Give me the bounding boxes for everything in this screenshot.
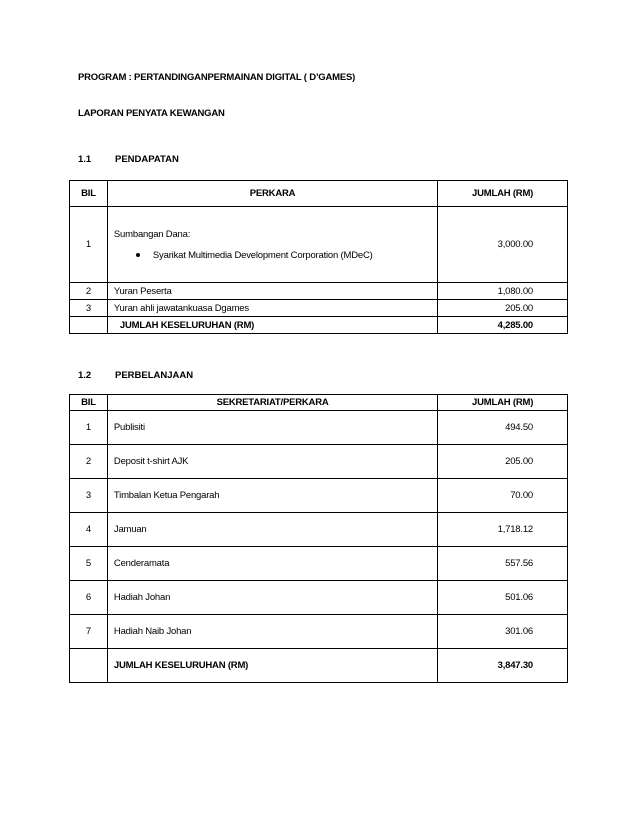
income-section-title: PENDAPATAN (115, 154, 179, 165)
row-bil: 7 (70, 615, 108, 649)
row-item: Timbalan Ketua Pengarah (107, 479, 437, 513)
bullet-icon (136, 253, 140, 257)
row-bil: 5 (70, 547, 108, 581)
expense-col-bil: BIL (70, 395, 108, 411)
row-item (107, 207, 437, 283)
row-item: Jamuan (107, 513, 437, 547)
row-subitem-text: Syarikat Multimedia Development Corporation (MDeC) (152, 249, 373, 261)
income-header-row (70, 181, 568, 207)
row-bil (70, 649, 108, 683)
total-label: JUMLAH KESELURUHAN (RM) (107, 317, 437, 334)
row-amount: 205.00 (438, 300, 568, 317)
table-row (70, 207, 568, 283)
table-row (70, 479, 568, 513)
report-title: LAPORAN PENYATA KEWANGAN (78, 108, 225, 119)
row-item-text: Sumbangan Dana: (113, 228, 191, 240)
row-bil: 1 (70, 207, 108, 283)
row-item: Cenderamata (107, 547, 437, 581)
row-bil: 3 (70, 300, 108, 317)
row-amount: 501.06 (438, 581, 568, 615)
row-item: Hadiah Naib Johan (107, 615, 437, 649)
row-bil: 2 (70, 283, 108, 300)
total-label: JUMLAH KESELURUHAN (RM) (107, 649, 437, 683)
row-amount: 301.06 (438, 615, 568, 649)
total-amount: 4,285.00 (438, 317, 568, 334)
row-item: Publisiti (107, 411, 437, 445)
row-bil: 1 (70, 411, 108, 445)
income-col-bil: BIL (70, 181, 108, 207)
expense-section-title: PERBELANJAAN (115, 370, 194, 381)
expense-header-row (70, 395, 568, 411)
table-row (70, 445, 568, 479)
row-item: Hadiah Johan (107, 581, 437, 615)
row-item: Deposit t-shirt AJK (107, 445, 437, 479)
table-row (70, 513, 568, 547)
row-amount: 1,718.12 (438, 513, 568, 547)
program-title: PROGRAM : PERTANDINGANPERMAINAN DIGITAL ( D’GAMES) (78, 72, 356, 83)
row-amount: 70.00 (438, 479, 568, 513)
table-row (70, 547, 568, 581)
table-row (70, 581, 568, 615)
table-row (70, 300, 568, 317)
expense-table (69, 394, 568, 683)
row-bil: 6 (70, 581, 108, 615)
expense-col-amount: JUMLAH (RM) (438, 395, 568, 411)
income-col-item: PERKARA (107, 181, 437, 207)
row-bil (70, 317, 108, 334)
expense-col-item: SEKRETARIAT/PERKARA (107, 395, 437, 411)
row-item: Yuran ahli jawatankuasa Dgames (107, 300, 437, 317)
row-bil: 3 (70, 479, 108, 513)
expense-total-row (70, 649, 568, 683)
total-amount: 3,847.30 (438, 649, 568, 683)
row-amount: 1,080.00 (438, 283, 568, 300)
bullet-list-item (114, 250, 437, 261)
table-row (70, 615, 568, 649)
row-bil: 2 (70, 445, 108, 479)
table-row (70, 411, 568, 445)
expense-section-number: 1.2 (78, 370, 92, 381)
income-section-number: 1.1 (78, 154, 92, 165)
income-total-row (70, 317, 568, 334)
row-amount: 3,000.00 (438, 207, 568, 283)
row-item: Yuran Peserta (107, 283, 437, 300)
row-bil: 4 (70, 513, 108, 547)
income-table (69, 180, 568, 334)
row-amount: 205.00 (438, 445, 568, 479)
row-amount: 557.56 (438, 547, 568, 581)
income-col-amount: JUMLAH (RM) (438, 181, 568, 207)
table-row (70, 283, 568, 300)
row-amount: 494.50 (438, 411, 568, 445)
